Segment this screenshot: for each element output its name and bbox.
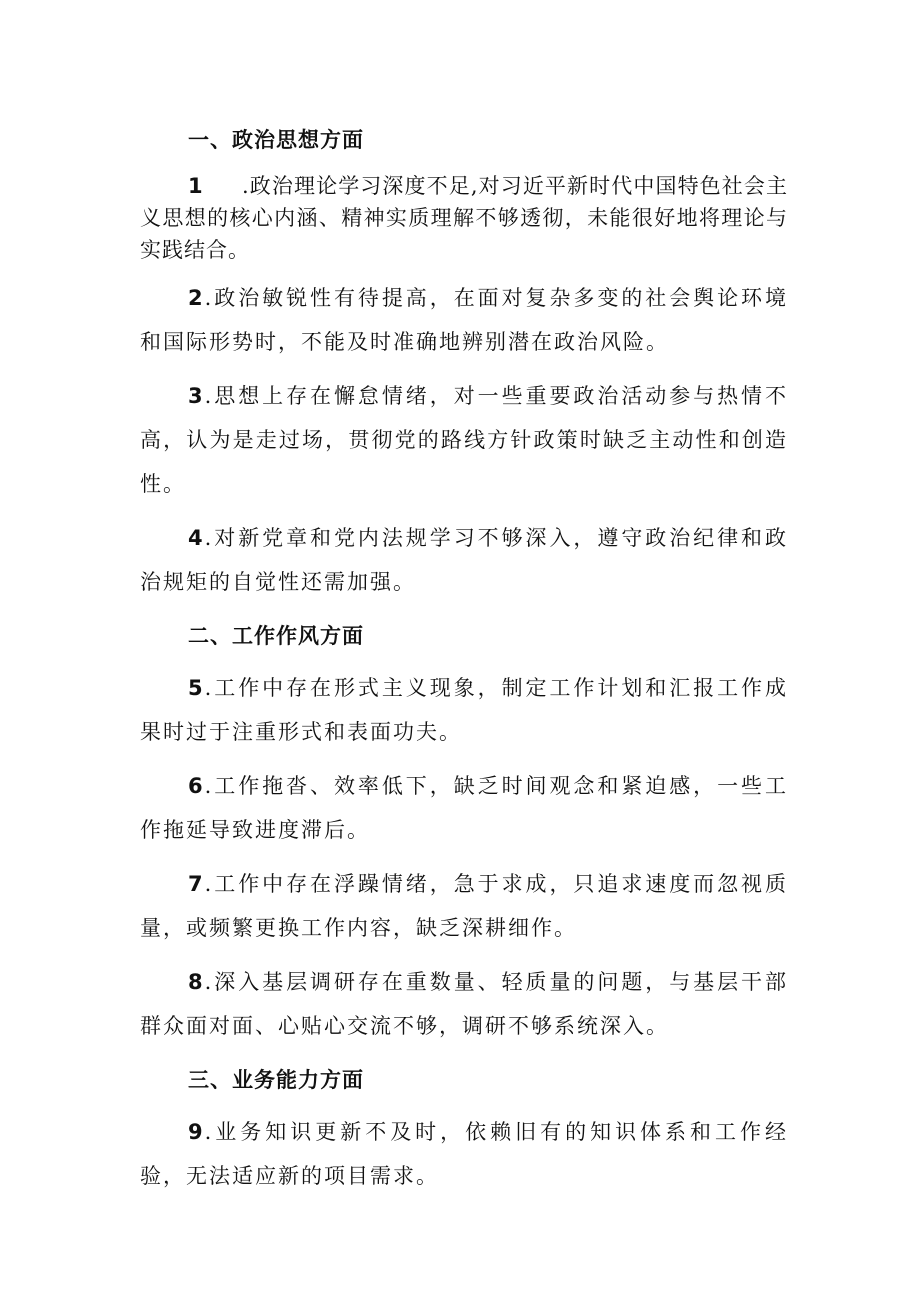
section-heading-work-style: 二、工作作风方面 xyxy=(188,624,364,648)
item-text: .政治理论学习深度不足,对习近平新时代中国特色社会主义思想的核心内涵、精神实质理解不够透彻，未能很好地将理论与实践结合。 xyxy=(140,174,788,262)
list-item xyxy=(140,764,788,852)
list-item xyxy=(140,276,788,364)
list-item xyxy=(140,862,788,950)
item-number: 6 xyxy=(188,774,205,798)
list-item xyxy=(140,374,788,506)
section-heading-political: 一、政治思想方面 xyxy=(188,128,364,152)
item-text: .工作中存在浮躁情绪，急于求成，只追求速度而忽视质量，或频繁更换工作内容，缺乏深耕细作。 xyxy=(140,872,788,940)
item-text: .工作拖沓、效率低下，缺乏时间观念和紧迫感，一些工作拖延导致进度滞后。 xyxy=(140,774,788,842)
item-number: 1 xyxy=(188,174,204,198)
item-number: 5 xyxy=(188,676,205,700)
item-text: .深入基层调研存在重数量、轻质量的问题，与基层干部群众面对面、心贴心交流不够，调研不够系统深入。 xyxy=(140,970,788,1038)
list-item xyxy=(140,170,788,266)
section-heading-business-ability: 三、业务能力方面 xyxy=(188,1068,364,1092)
item-number: 7 xyxy=(188,872,205,896)
list-item xyxy=(140,666,788,754)
item-text: .业务知识更新不及时，依赖旧有的知识体系和工作经验，无法适应新的项目需求。 xyxy=(140,1120,788,1188)
list-item xyxy=(140,1110,788,1198)
item-text: .工作中存在形式主义现象，制定工作计划和汇报工作成果时过于注重形式和表面功夫。 xyxy=(140,676,788,744)
item-text: .思想上存在懈怠情绪，对一些重要政治活动参与热情不高，认为是走过场，贯彻党的路线方针政策时缺乏主动性和创造性。 xyxy=(140,384,788,496)
item-text: .政治敏锐性有待提高，在面对复杂多变的社会舆论环境和国际形势时，不能及时准确地辨别潜在政治风险。 xyxy=(140,286,788,354)
item-number: 2 xyxy=(188,286,205,310)
item-number: 4 xyxy=(188,526,205,550)
item-text: .对新党章和党内法规学习不够深入，遵守政治纪律和政治规矩的自觉性还需加强。 xyxy=(140,526,788,594)
list-item xyxy=(140,516,788,604)
item-number: 8 xyxy=(188,970,205,994)
list-item xyxy=(140,960,788,1048)
item-number: 3 xyxy=(188,384,205,408)
item-number: 9 xyxy=(188,1120,205,1144)
